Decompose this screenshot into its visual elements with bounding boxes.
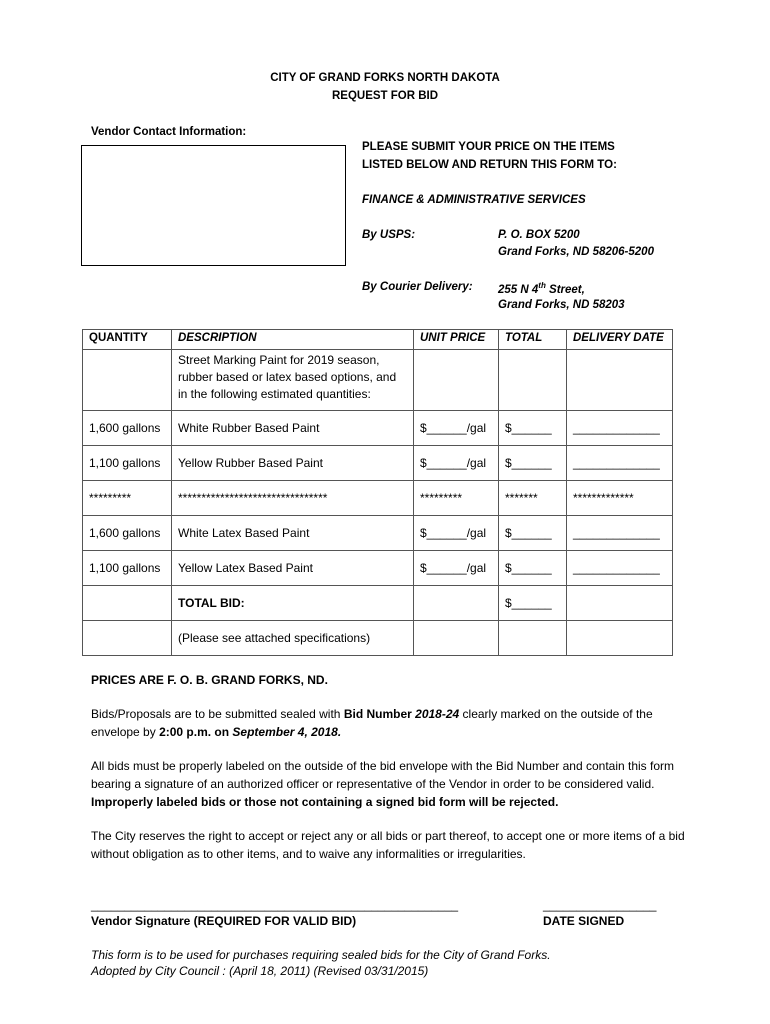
vendor-contact-label: Vendor Contact Information:: [91, 126, 247, 138]
delivery-date-field[interactable]: _____________: [567, 551, 673, 586]
department-name: FINANCE & ADMINISTRATIVE SERVICES: [362, 194, 586, 206]
header-quantity: QUANTITY: [83, 330, 172, 350]
footer-line1: This form is to be used for purchases requiring sealed bids for the City of Grand Forks.: [91, 948, 551, 962]
date-cell: [567, 350, 673, 411]
header-description: DESCRIPTION: [172, 330, 414, 350]
intro-description: Street Marking Paint for 2019 season, rubber based or latex based options, and in the following estimated quantities:: [172, 350, 414, 411]
reservation-paragraph: The City reserves the right to accept or reject any or all bids or part thereof, to accept one or more items of a bid without obligation as to other items, and to waive any informalities or irregularities.: [91, 829, 685, 861]
total-field[interactable]: $______: [499, 411, 567, 446]
delivery-date-field[interactable]: _____________: [567, 516, 673, 551]
delivery-date-field[interactable]: _____________: [567, 411, 673, 446]
usps-address-line1: P. O. BOX 5200: [498, 229, 580, 241]
document-subtitle: REQUEST FOR BID: [331, 90, 439, 102]
qty-cell: 1,100 gallons: [83, 446, 172, 481]
desc-cell: White Rubber Based Paint: [172, 411, 414, 446]
table-row: [83, 551, 673, 586]
document-title: CITY OF GRAND FORKS NORTH DAKOTA: [270, 72, 500, 84]
separator-cell: *************: [567, 481, 673, 516]
table-row: [83, 516, 673, 551]
total-field[interactable]: $______: [499, 446, 567, 481]
unit-cell: [414, 350, 499, 411]
separator-cell: *******: [499, 481, 567, 516]
desc-cell: Yellow Latex Based Paint: [172, 551, 414, 586]
total-field[interactable]: $______: [499, 516, 567, 551]
table-row: [83, 586, 673, 621]
qty-cell: 1,600 gallons: [83, 516, 172, 551]
unit-price-field[interactable]: $______/gal: [414, 551, 499, 586]
vendor-contact-box[interactable]: [81, 145, 346, 266]
table-row: [83, 621, 673, 656]
courier-label: By Courier Delivery:: [362, 281, 473, 293]
usps-address-line2: Grand Forks, ND 58206-5200: [498, 246, 654, 258]
total-field[interactable]: $______: [499, 551, 567, 586]
total-cell: [499, 621, 567, 656]
table-header-row: [83, 330, 673, 350]
separator-cell: ********************************: [172, 481, 414, 516]
unit-price-field[interactable]: $______/gal: [414, 411, 499, 446]
unit-cell: [414, 586, 499, 621]
separator-cell: *********: [414, 481, 499, 516]
specifications-note: (Please see attached specifications): [172, 621, 414, 656]
separator-cell: *********: [83, 481, 172, 516]
submission-paragraph: Bids/Proposals are to be submitted sealed with Bid Number 2018-24 clearly marked on the outside of the envelope by 2:00 p.m. on September 4, 2018.: [91, 707, 653, 739]
desc-cell: White Latex Based Paint: [172, 516, 414, 551]
qty-cell: [83, 350, 172, 411]
vendor-signature-label: Vendor Signature (REQUIRED FOR VALID BID): [91, 914, 357, 928]
submit-instruction-line1: PLEASE SUBMIT YOUR PRICE ON THE ITEMS: [362, 141, 615, 153]
total-bid-field[interactable]: $______: [499, 586, 567, 621]
fob-statement: PRICES ARE F. O. B. GRAND FORKS, ND.: [91, 673, 328, 687]
courier-address-line1: 255 N 4th Street,: [498, 281, 585, 296]
desc-cell: Yellow Rubber Based Paint: [172, 446, 414, 481]
header-delivery-date: DELIVERY DATE: [567, 330, 673, 350]
qty-cell: [83, 621, 172, 656]
courier-address-line2: Grand Forks, ND 58203: [498, 299, 625, 311]
header-unit-price: UNIT PRICE: [414, 330, 499, 350]
usps-label: By USPS:: [362, 229, 416, 241]
table-row: [83, 350, 673, 411]
submit-instruction-line2: LISTED BELOW AND RETURN THIS FORM TO:: [362, 159, 617, 171]
footer-line2: Adopted by City Council : (April 18, 2011) (Revised 03/31/2015): [91, 964, 429, 978]
qty-cell: [83, 586, 172, 621]
bid-table: [82, 329, 673, 656]
vendor-signature-line[interactable]: _______________________________________________________: [91, 898, 459, 912]
unit-price-field[interactable]: $______/gal: [414, 516, 499, 551]
header-total: TOTAL: [499, 330, 567, 350]
table-row: [83, 446, 673, 481]
date-cell: [567, 586, 673, 621]
qty-cell: 1,600 gallons: [83, 411, 172, 446]
date-signed-line[interactable]: _________________: [543, 898, 657, 912]
date-cell: [567, 621, 673, 656]
date-signed-label: DATE SIGNED: [543, 914, 625, 928]
qty-cell: 1,100 gallons: [83, 551, 172, 586]
delivery-date-field[interactable]: _____________: [567, 446, 673, 481]
unit-price-field[interactable]: $______/gal: [414, 446, 499, 481]
total-cell: [499, 350, 567, 411]
labeling-paragraph: All bids must be properly labeled on the outside of the bid envelope with the Bid Number and contain this form bearing a signature of an authorized officer or representative of the Vendor in order to be considered valid. Improperly labeled bids or those not containing a signed bid form will be rejected.: [91, 759, 675, 809]
table-row: [83, 411, 673, 446]
unit-cell: [414, 621, 499, 656]
table-row: [83, 481, 673, 516]
total-bid-label: TOTAL BID:: [172, 586, 414, 621]
